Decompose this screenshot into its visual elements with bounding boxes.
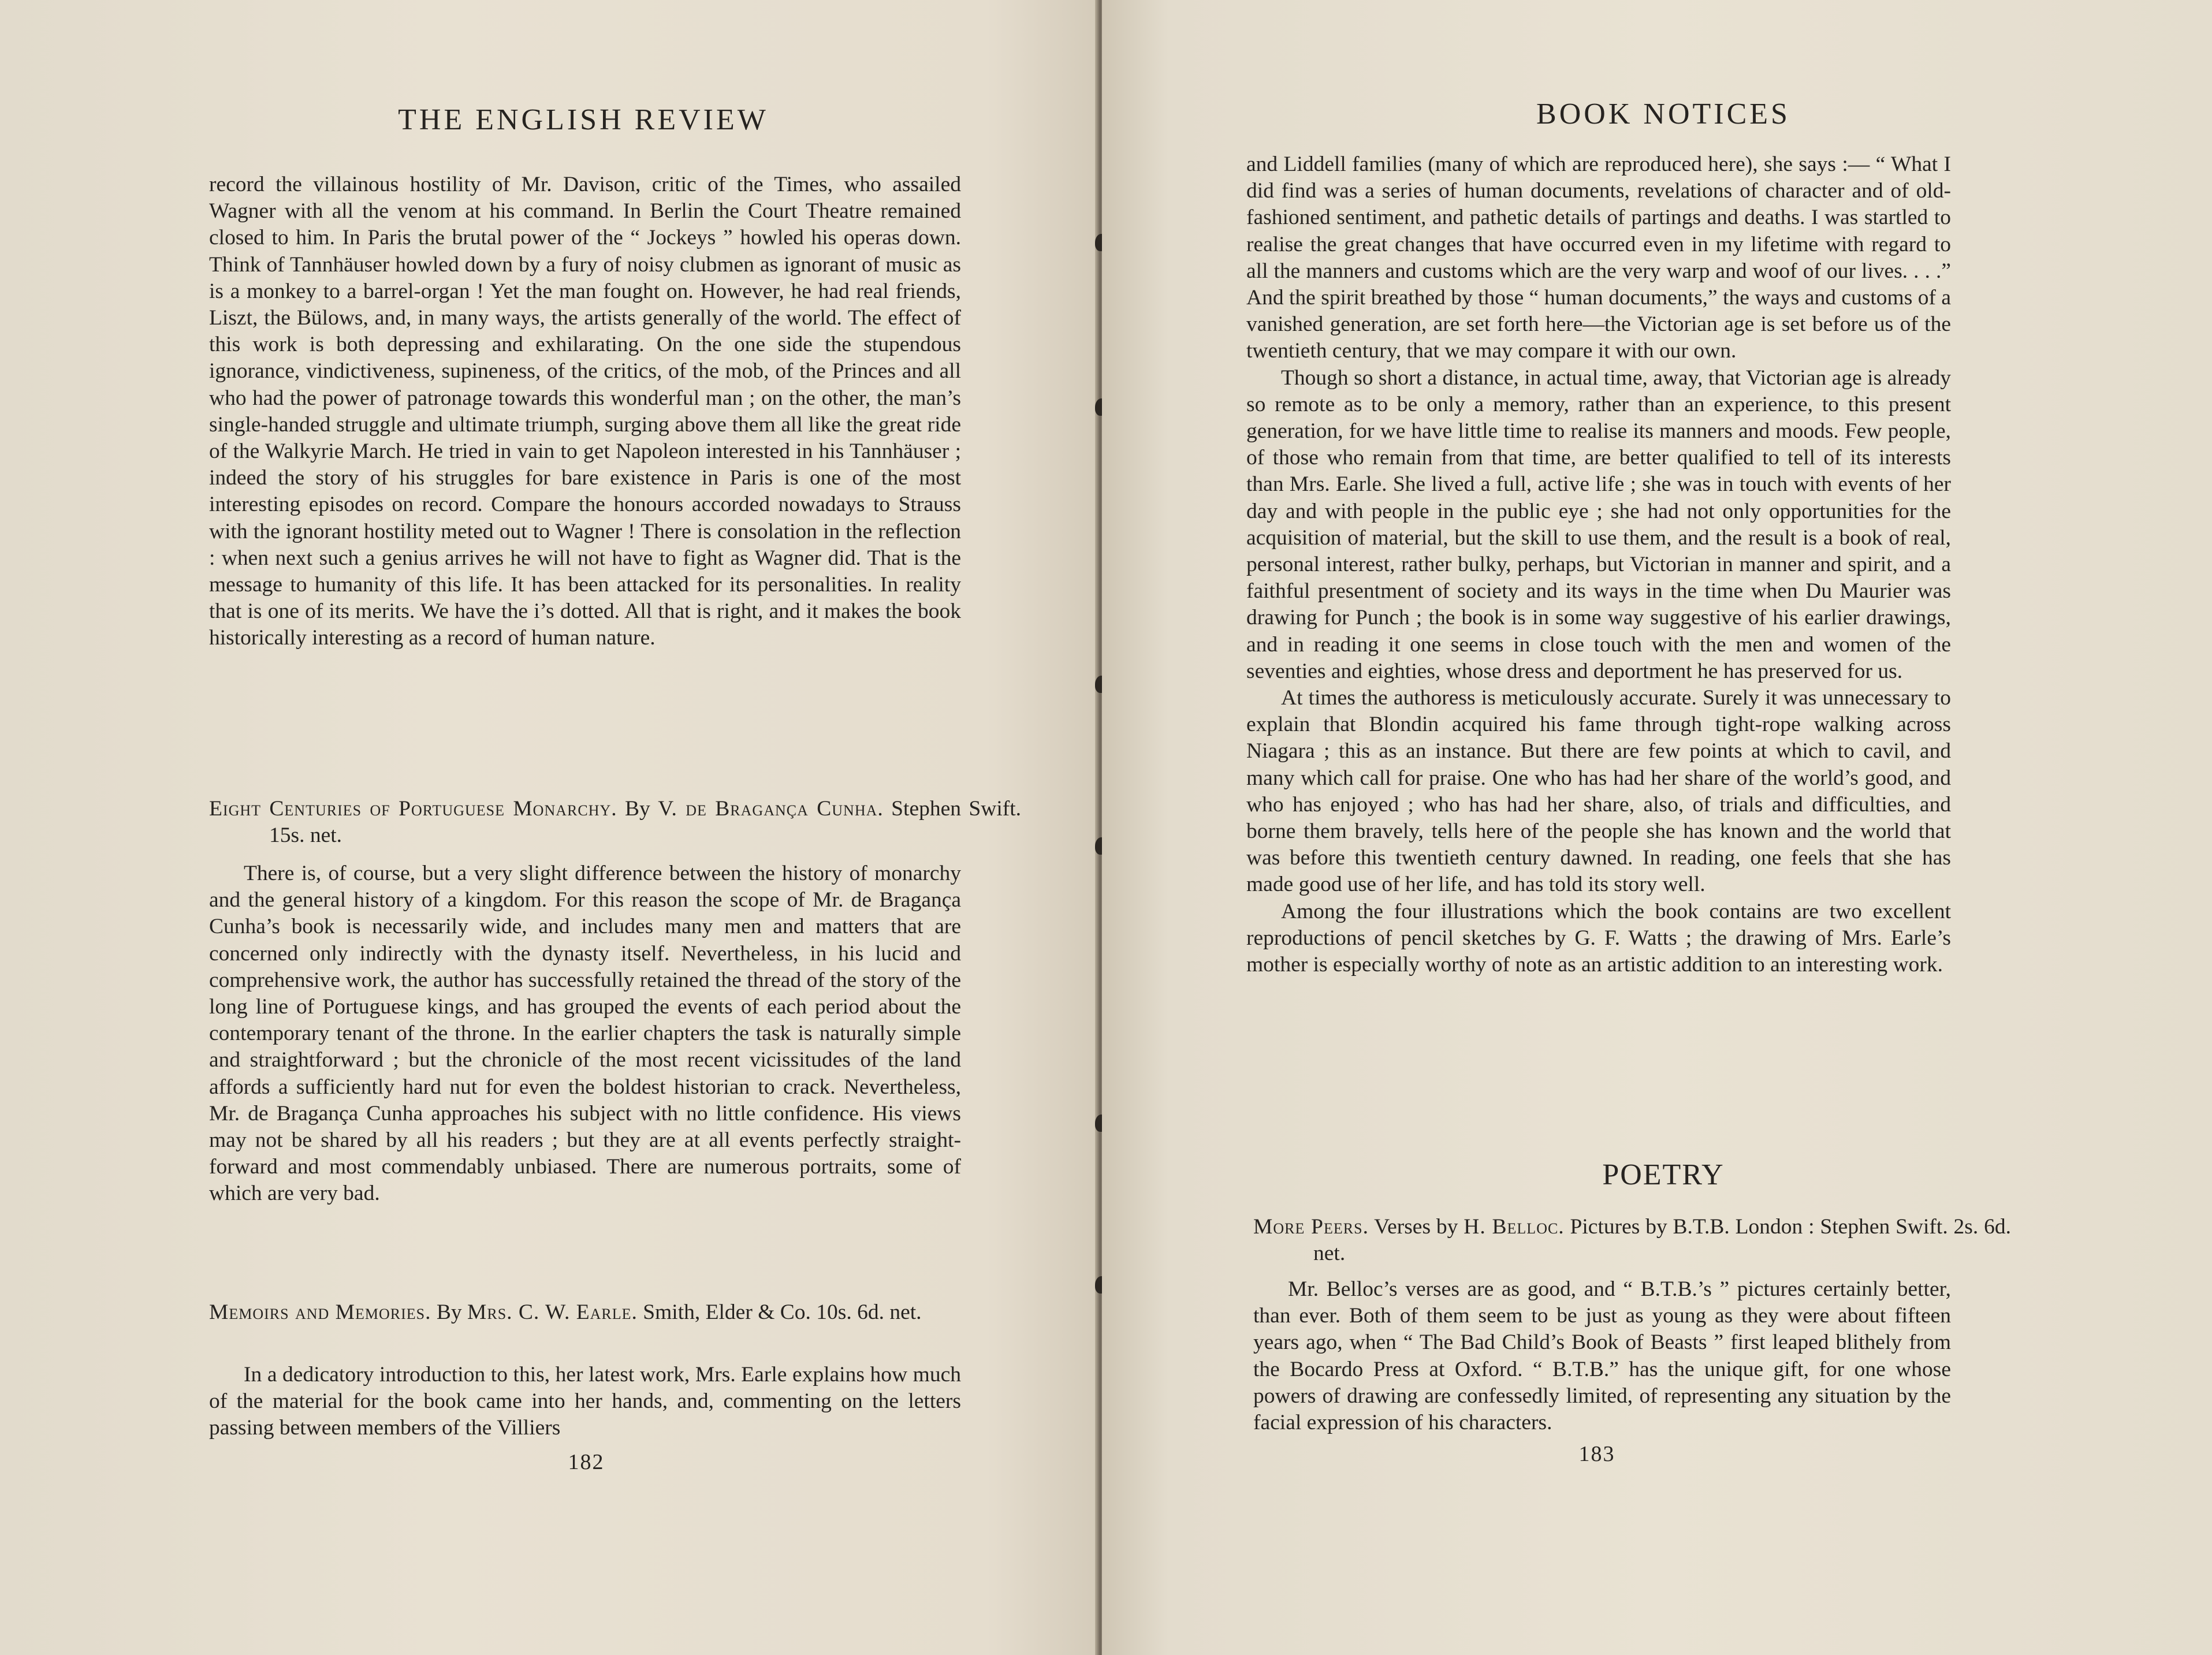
page-number: 183	[1578, 1442, 1615, 1466]
book-notice-body	[1253, 1276, 1951, 1436]
by-word: By	[625, 797, 650, 821]
right-page	[1102, 0, 2212, 1655]
paragraph: In a dedicatory introduction to this, her latest work, Mrs. Earle explains how much of the material for the book came into her hands, and, commenting on the letters passing between members of the Villiers	[209, 1363, 961, 1440]
book-notice-body	[209, 860, 961, 1207]
page-number: 182	[568, 1450, 605, 1474]
running-head: THE ENGLISH REVIEW	[398, 103, 769, 136]
book-notice-heading	[209, 1299, 1021, 1326]
paragraph: Among the four illustrations which the book contains are two excellent reproductions of pencil sketches by G. F. Watts ; the drawing of Mrs. Earle’s mother is especially worthy of note as an artistic addition to an interesting work.	[1246, 899, 1951, 977]
paragraph: Mr. Belloc’s verses are as good, and “ B.T.B.’s ” pictures certainly better, than ever. Both of them seem to be just as young as they were about fifteen years ago, when “ The Bad Child’s Book of Beasts ” first leaped blithely from the Bocardo Press at Oxford. “ B.T.B.” has the unique gift, for one whose powers of drawing are confessedly limited, of representing any situation by the facial expression of his characters.	[1253, 1277, 1951, 1435]
book-notice-body	[209, 1362, 961, 1442]
publisher-price: Pictures by B.T.B. London : Stephen Swift. 2s. 6d. net.	[1313, 1215, 2011, 1265]
book-author: V. de Bragança Cunha.	[658, 797, 884, 821]
paragraph: At times the authoress is meticulously accurate. Surely it was unnecessary to explain that Blondin acquired his fame through tight-rope walking across Niagara ; this as an instance. But there are few points at which to cavil, and many which call for praise. One who has had her share of the world’s good, and who has enjoyed ; who has had her share, also, of trials and difficulties, and borne them bravely, tells here of the people she has known and the world that was before this twentieth century dawned. In reading, one feels that she has made good use of her life, and has told its story well.	[1246, 686, 1951, 897]
book-title: Eight Centuries of Portuguese Monarchy.	[209, 797, 617, 821]
by-word: By	[436, 1300, 462, 1324]
running-head: BOOK NOTICES	[1536, 98, 1790, 131]
book-title: More Peers.	[1253, 1215, 1369, 1239]
book-notice-heading	[1253, 1214, 2011, 1267]
verses-by: Verses by	[1374, 1215, 1458, 1239]
publisher-price: Smith, Elder & Co. 10s. 6d. net.	[643, 1300, 922, 1324]
book-title: Memoirs and Memories.	[209, 1300, 431, 1324]
book-notice-heading	[209, 796, 1021, 849]
section-title: POETRY	[1602, 1158, 1725, 1191]
book-author: H. Belloc.	[1464, 1215, 1565, 1239]
left-page	[0, 0, 1098, 1655]
review-continuation	[1246, 151, 1951, 978]
paragraph: and Liddell families (many of which are reproduced here), she says :— “ What I did find was a series of human documents, revelations of character and of old-fashioned sentiment, and pathetic details of partings and deaths. I was startled to realise the great changes that have occurred even in my lifetime with regard to all the manners and customs which are the very warp and woof of our lives. . . .” And the spirit breathed by those “ human documents,” the ways and customs of a vanished generation, are set forth here—the Victorian age is set before us of the twentieth century, that we may compare it with our own.	[1246, 152, 1951, 363]
book-author: Mrs. C. W. Earle.	[467, 1300, 638, 1324]
publisher-price: Stephen Swift. 15s. net.	[269, 797, 1022, 847]
paragraph: record the villainous hostility of Mr. Davison, critic of the Times, who assailed Wagner with all the venom at his command. In Berlin the Court Theatre remained closed to him. In Paris the brutal power of the “ Jockeys ” howled his operas down. Think of Tannhäuser howled down by a fury of noisy clubmen as ignorant of music as is a monkey to a barrel-organ ! Yet the man fought on. However, he had real friends, Liszt, the Bülows, and, in many ways, the artists generally of the world. The effect of this work is both depressing and exhilarating. On the one side the stupendous ignorance, vindictiveness, supineness, of the critics, of the mob, of the Princes and all who had the power of patronage towards this wonderful man ; on the other, the man’s single-handed struggle and ultimate triumph, surging above them all like the great ride of the Walkyrie March. He tried in vain to get Napoleon interested in his Tannhäuser ; indeed the story of his struggles for bare existence in Paris is one of the most interesting episodes on record. Compare the honours accorded nowadays to Strauss with the ignorant hostility meted out to Wagner ! There is consolation in the reflection : when next such a genius arrives he will not have to fight as Wagner did. That is the message to humanity of this life. It has been attacked for its personalities. In reality that is one of its merits. We have the i’s dotted. All that is right, and it makes the book historically interesting as a record of human nature.	[209, 173, 961, 650]
review-continuation	[209, 172, 961, 652]
paragraph: Though so short a distance, in actual time, away, that Victorian age is already so remote as to be only a memory, rather than an experience, to this present generation, for we have little time to realise its manners and moods. Few people, of those who remain from that time, are better qualified to tell of its interests than Mrs. Earle. She lived a full, active life ; she was in touch with events of her day and with people in the public eye ; she had not only opportunities for the acquisition of material, but the skill to use them, and the result is a book of real, personal interest, rather bulky, perhaps, but Victorian in manner and spirit, and a faithful presentment of society and its ways in the time when Du Maurier was drawing for Punch ; the book is in some way suggestive of his earlier drawings, and in reading it one seems in close touch with the men and women of the seventies and eighties, whose dress and deportment he has preserved for us.	[1246, 366, 1951, 683]
paragraph: There is, of course, but a very slight difference between the history of monarchy and the general history of a kingdom. For this reason the scope of Mr. de Bragança Cunha’s book is necessarily wide, and includes many men and matters that are concerned only indirectly with the dynasty itself. Nevertheless, in his lucid and comprehensive work, the author has successfully retained the thread of the story of the long line of Portuguese kings, and has grouped the events of each period about the contemporary tenant of the throne. In the earlier chapters the task is naturally simple and straightforward ; but the chronicle of the most recent vicissitudes of the land affords a sufficiently hard nut for even the boldest historian to crack. Nevertheless, Mr. de Bragança Cunha approaches his subject with no little confidence. His views may not be shared by all his readers ; but they are at all events perfectly straight-forward and most commendably unbiased. There are numerous portraits, some of which are very bad.	[209, 862, 961, 1206]
